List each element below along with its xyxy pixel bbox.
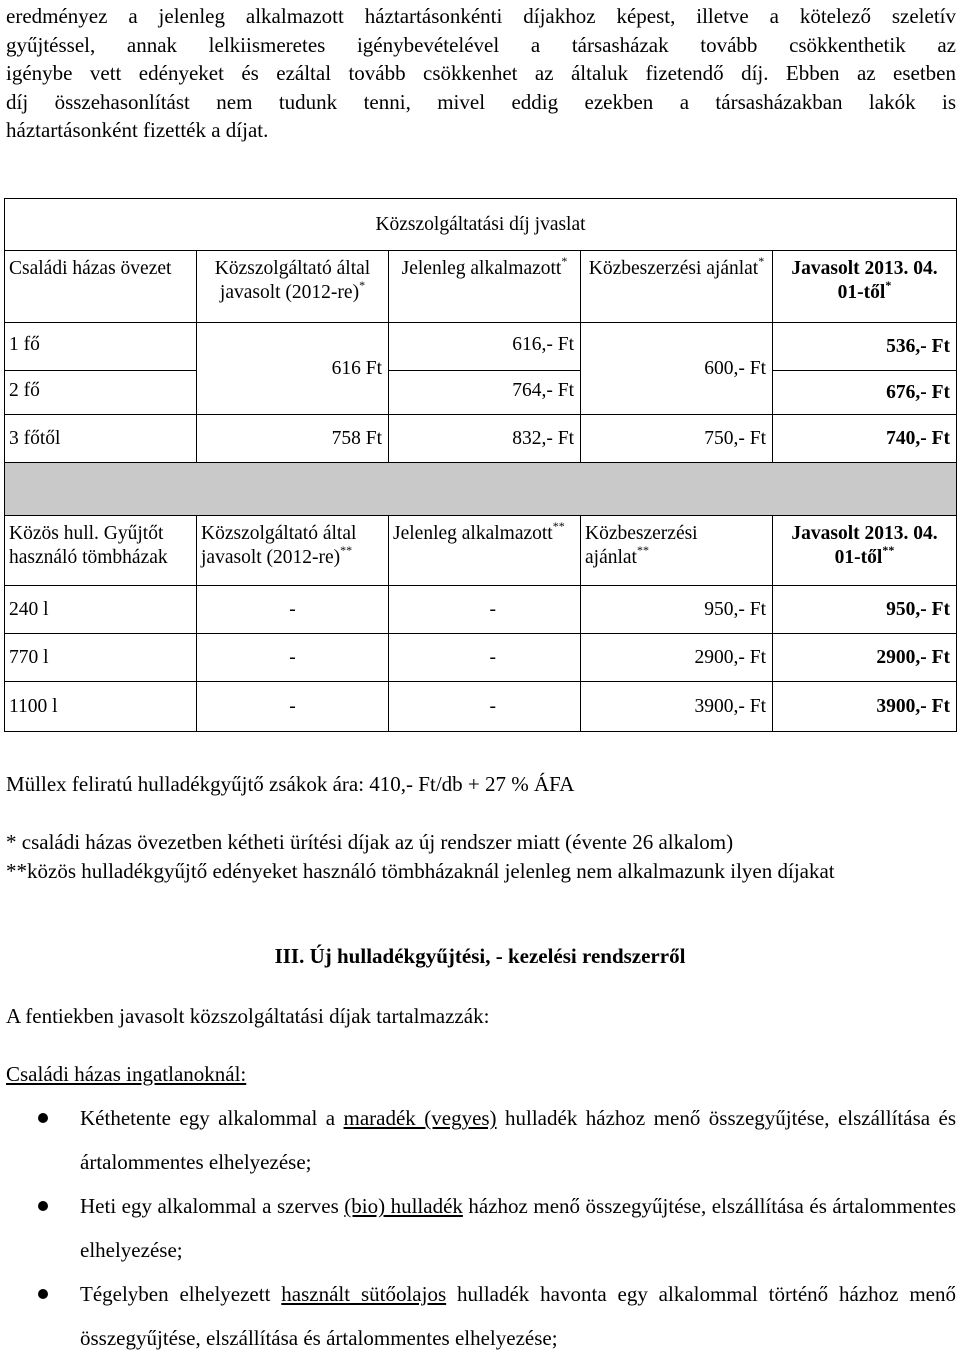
bullet-icon <box>38 1113 48 1123</box>
list-item: Heti egy alkalommal a szerves (bio) hulladék házhoz menő összegyűjtése, elszállítása és ártalommentes elhelyezése; <box>0 1184 956 1272</box>
intro-line: gyűjtéssel, annak lelkiismeretes igénybevételével a társasházak tovább csökkenthetik az <box>6 32 956 57</box>
intro-line: háztartásonként fizették a díjat. <box>6 118 269 142</box>
provider-value: - <box>197 682 389 732</box>
intro-line: igénybe vett edényeket és ezáltal tovább csökkenhet az általuk fizetendő díj. Ebben az esetben <box>6 61 956 85</box>
row-label: 2 fő <box>5 371 197 415</box>
intro-paragraph <box>6 2 956 145</box>
table-row <box>5 586 957 634</box>
header-cell: Javasolt 2013. 04. 01-től** <box>773 516 957 586</box>
row-label: 3 főtől <box>5 415 197 463</box>
tender-value: 600,- Ft <box>581 323 773 415</box>
provider-value: - <box>197 586 389 634</box>
proposed-value: 3900,- Ft <box>773 682 957 732</box>
intro-line: díj összehasonlítást nem tudunk tenni, mivel eddig ezekben a társasházakban lakók is <box>6 89 956 114</box>
table-row <box>5 323 957 371</box>
tender-value: 750,- Ft <box>581 415 773 463</box>
tender-value: 3900,- Ft <box>581 682 773 732</box>
table-caption: Közszolgáltatási díj jvaslat <box>5 199 957 251</box>
proposed-value: 676,- Ft <box>773 371 957 415</box>
table-row <box>5 682 957 732</box>
row-label: 1 fő <box>5 323 197 371</box>
header-cell: Közbeszerzési ajánlat* <box>581 251 773 323</box>
bag-price-note: Müllex feliratú hulladékgyűjtő zsákok ára: 410,- Ft/db + 27 % ÁFA <box>6 772 575 796</box>
proposed-value: 536,- Ft <box>773 323 957 371</box>
provider-value: 758 Ft <box>197 415 389 463</box>
header-cell: Közös hull. Gyűjtőt használó tömbházak <box>5 516 197 586</box>
header-cell: Családi házas övezet <box>5 251 197 323</box>
tender-value: 2900,- Ft <box>581 634 773 682</box>
row-label: 240 l <box>5 586 197 634</box>
footnote-family: * családi házas övezetben kétheti ürítési díjak az új rendszer miatt (évente 26 alkalom) <box>6 830 734 854</box>
header-cell: Javasolt 2013. 04. 01-től* <box>773 251 957 323</box>
provider-value: - <box>197 634 389 682</box>
separator-row <box>5 463 957 516</box>
section-title: III. Új hulladékgyűjtési, - kezelési rendszerről <box>274 944 686 968</box>
proposed-value: 740,- Ft <box>773 415 957 463</box>
intro-line: eredményez a jelenleg alkalmazott háztartásonkénti díjakhoz képest, illetve a kötelező szeletív <box>6 4 956 28</box>
row-label: 770 l <box>5 634 197 682</box>
current-value: 832,- Ft <box>389 415 581 463</box>
provider-value: 616 Ft <box>197 323 389 415</box>
family-header-row <box>5 251 957 323</box>
table-row <box>5 634 957 682</box>
table-row <box>5 415 957 463</box>
current-value: 616,- Ft <box>389 323 581 371</box>
section-intro: A fentiekben javasolt közszolgáltatási díjak tartalmazzák: <box>6 1004 490 1028</box>
grey-separator <box>5 463 957 516</box>
proposed-value: 950,- Ft <box>773 586 957 634</box>
bullet-icon <box>38 1289 48 1299</box>
proposed-value: 2900,- Ft <box>773 634 957 682</box>
header-cell: Jelenleg alkalmazott* <box>389 251 581 323</box>
list-item: Kéthetente egy alkalommal a maradék (vegyes) hulladék házhoz menő összegyűjtése, elszállítása és ártalommentes elhelyezése; <box>0 1096 956 1184</box>
block-header-row <box>5 516 957 586</box>
service-list <box>0 1096 956 1360</box>
bullet-icon <box>38 1201 48 1211</box>
current-value: 764,- Ft <box>389 371 581 415</box>
subheading: Családi házas ingatlanoknál: <box>6 1062 247 1086</box>
header-cell: Jelenleg alkalmazott** <box>389 516 581 586</box>
header-cell: Közszolgáltató által javasolt (2012-re)** <box>197 516 389 586</box>
footnote-blocks: **közös hulladékgyűjtő edényeket használó tömbházaknál jelenleg nem alkalmazunk ilyen díjakat <box>6 859 835 883</box>
header-cell: Közbeszerzési ajánlat** <box>581 516 773 586</box>
current-value: - <box>389 586 581 634</box>
current-value: - <box>389 682 581 732</box>
row-label: 1100 l <box>5 682 197 732</box>
table-row <box>5 371 957 415</box>
list-item: Tégelyben elhelyezett használt sütőolajos hulladék havonta egy alkalommal történő házhoz menő összegyűjtése, elszállítása és ártalommentes elhelyezése; <box>0 1272 956 1360</box>
current-value: - <box>389 634 581 682</box>
tender-value: 950,- Ft <box>581 586 773 634</box>
fee-table <box>4 198 957 732</box>
header-cell: Közszolgáltató által javasolt (2012-re)* <box>197 251 389 323</box>
